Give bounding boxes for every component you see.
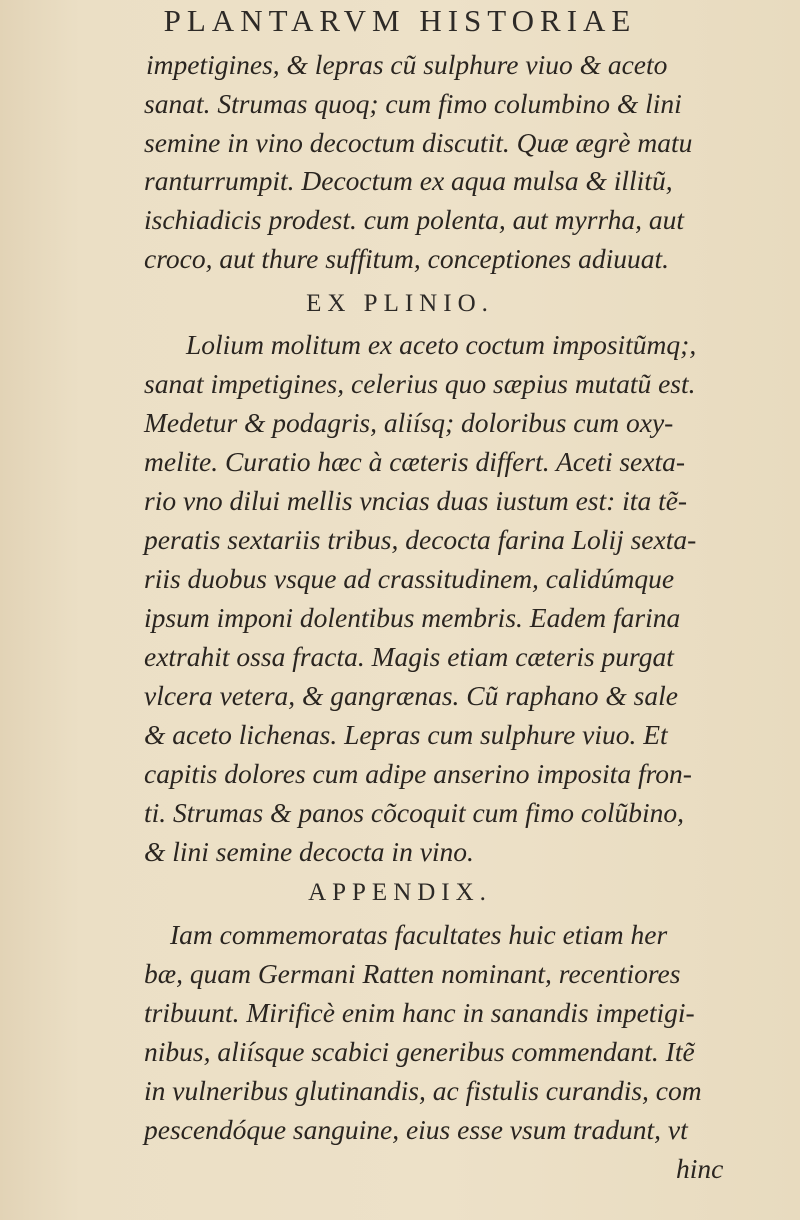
text-line: rio vno dilui mellis vncias duas iustum est: ita tẽ- bbox=[144, 485, 688, 516]
text-line: melite. Curatio hæc à cæteris differt. Aceti sexta- bbox=[144, 446, 686, 477]
text-line: Medetur & podagris, aliísq; doloribus cum oxy- bbox=[144, 407, 674, 438]
text-line: capitis dolores cum adipe anserino imposita fron- bbox=[144, 758, 692, 789]
text-line: riis duobus vsque ad crassitudinem, calidúmque bbox=[144, 563, 675, 594]
text-line: impetigines, & lepras cũ sulphure viuo & aceto bbox=[146, 49, 668, 80]
text-line: ischiadicis prodest. cum polenta, aut myrrha, aut bbox=[144, 204, 685, 235]
running-head: PLANTARVM HISTORIAE bbox=[163, 3, 637, 38]
text-line: vlcera vetera, & gangrænas. Cũ raphano & sale bbox=[144, 680, 678, 711]
text-line: tribuunt. Mirificè enim hanc in sanandis impetigi- bbox=[144, 997, 695, 1028]
page-body bbox=[0, 42, 800, 1220]
text-line: semine in vino decoctum discutit. Quæ ægrè matu bbox=[144, 127, 693, 158]
text-line: bæ, quam Germani Ratten nominant, recentiores bbox=[144, 958, 681, 989]
text-line: peratis sextariis tribus, decocta farina Lolij sexta- bbox=[144, 524, 697, 555]
text-line: ranturrumpit. Decoctum ex aqua mulsa & illitũ, bbox=[144, 165, 673, 196]
catchword: hinc bbox=[676, 1153, 724, 1184]
text-line: Iam commemoratas facultates huic etiam her bbox=[170, 919, 668, 950]
text-line: ti. Strumas & panos cõcoquit cum fimo colũbino, bbox=[144, 797, 685, 828]
text-line: sanat. Strumas quoq; cum fimo columbino & lini bbox=[144, 88, 682, 119]
text-line: nibus, aliísque scabici generibus commendant. Itẽ bbox=[144, 1036, 695, 1067]
text-line: pescendóque sanguine, eius esse vsum tradunt, vt bbox=[144, 1114, 688, 1145]
text-line: in vulneribus glutinandis, ac fistulis curandis, com bbox=[144, 1075, 702, 1106]
text-line: Lolium molitum ex aceto coctum impositũmq;, bbox=[186, 329, 697, 360]
section-heading-appendix: APPENDIX. bbox=[308, 879, 492, 906]
text-line: extrahit ossa fracta. Magis etiam cæteris purgat bbox=[144, 641, 674, 672]
text-line: & aceto lichenas. Lepras cum sulphure viuo. Et bbox=[144, 719, 668, 750]
text-line: croco, aut thure suffitum, conceptiones adiuuat. bbox=[144, 243, 669, 274]
text-line: ipsum imponi dolentibus membris. Eadem farina bbox=[144, 602, 681, 633]
text-line: & lini semine decocta in vino. bbox=[144, 836, 474, 867]
section-heading-ex-plinio: EX PLINIO. bbox=[306, 290, 494, 317]
text-line: sanat impetigines, celerius quo sæpius mutatũ est. bbox=[144, 368, 696, 399]
